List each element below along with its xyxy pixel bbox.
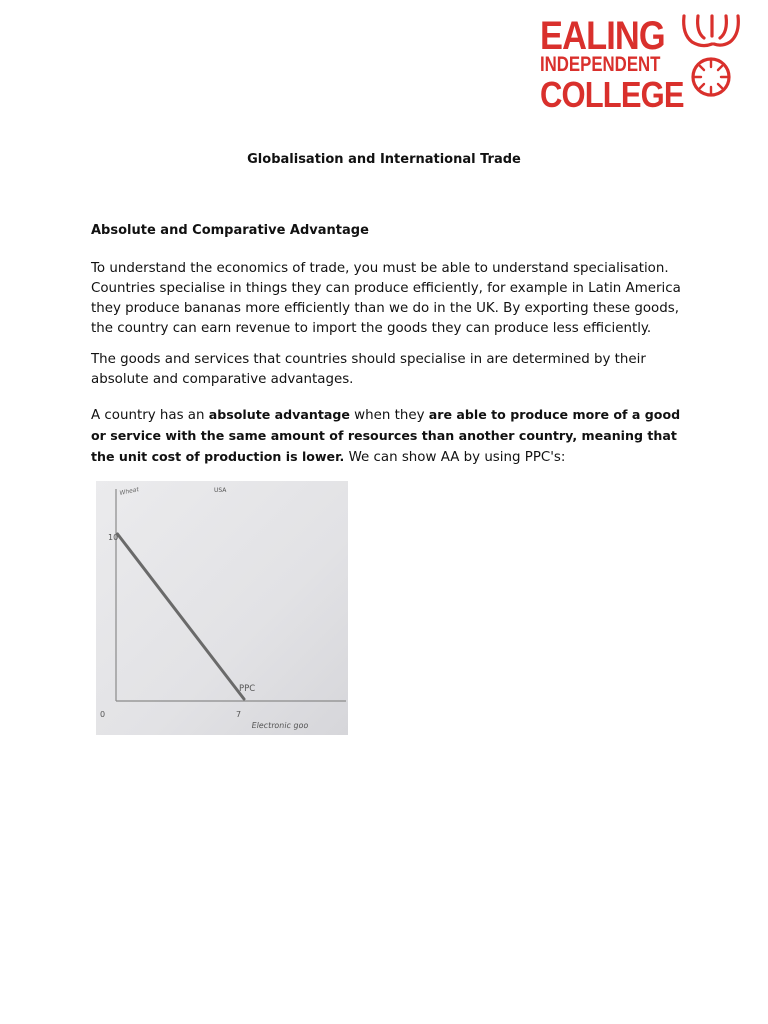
p3-text-3: We can show AA by using PPC's: — [344, 450, 566, 465]
photo-background — [96, 481, 348, 735]
paragraph-absolute-advantage — [91, 405, 681, 468]
x-tick-7: 7 — [236, 710, 242, 719]
ppc-series-label: PPC — [239, 684, 256, 694]
ppc-chart — [96, 481, 348, 735]
p3-text-1: A country has an — [91, 408, 209, 423]
x-tick-0: 0 — [100, 710, 106, 719]
logo-line-3: COLLEGE — [540, 74, 684, 115]
crest-icon — [678, 14, 740, 109]
ppc-figure — [96, 481, 348, 735]
college-logo — [540, 14, 740, 115]
document-title: Globalisation and International Trade — [247, 152, 521, 167]
paragraph-advantages: The goods and services that countries should specialise in are determined by their absolute and comparative advantages. — [91, 352, 646, 387]
chart-title: USA — [214, 487, 227, 494]
paragraph-specialisation: To understand the economics of trade, you must be able to understand specialisation. Countries specialise in things they can produce efficiently, for example in Latin America they produce bananas more efficiently than we do in the UK. By exporting these goods, the country can earn revenue to import the goods they can produce less efficiently. — [91, 261, 681, 336]
x-axis-label: Electronic goo — [251, 721, 309, 730]
logo-line-2: INDEPENDENT — [540, 53, 661, 76]
section-heading: Absolute and Comparative Advantage — [91, 223, 369, 238]
p3-text-2: when they — [349, 408, 429, 423]
y-axis-label: Wheat — [118, 486, 140, 497]
p3-bold-term: absolute advantage — [208, 407, 350, 422]
logo-line-1: EALING — [540, 14, 665, 58]
p3-bold-definition: are able to produce more of a good or service with the same amount of resources than another country, meaning that the unit cost of production is lower. — [91, 407, 681, 464]
y-tick-10: 10 — [108, 533, 119, 542]
